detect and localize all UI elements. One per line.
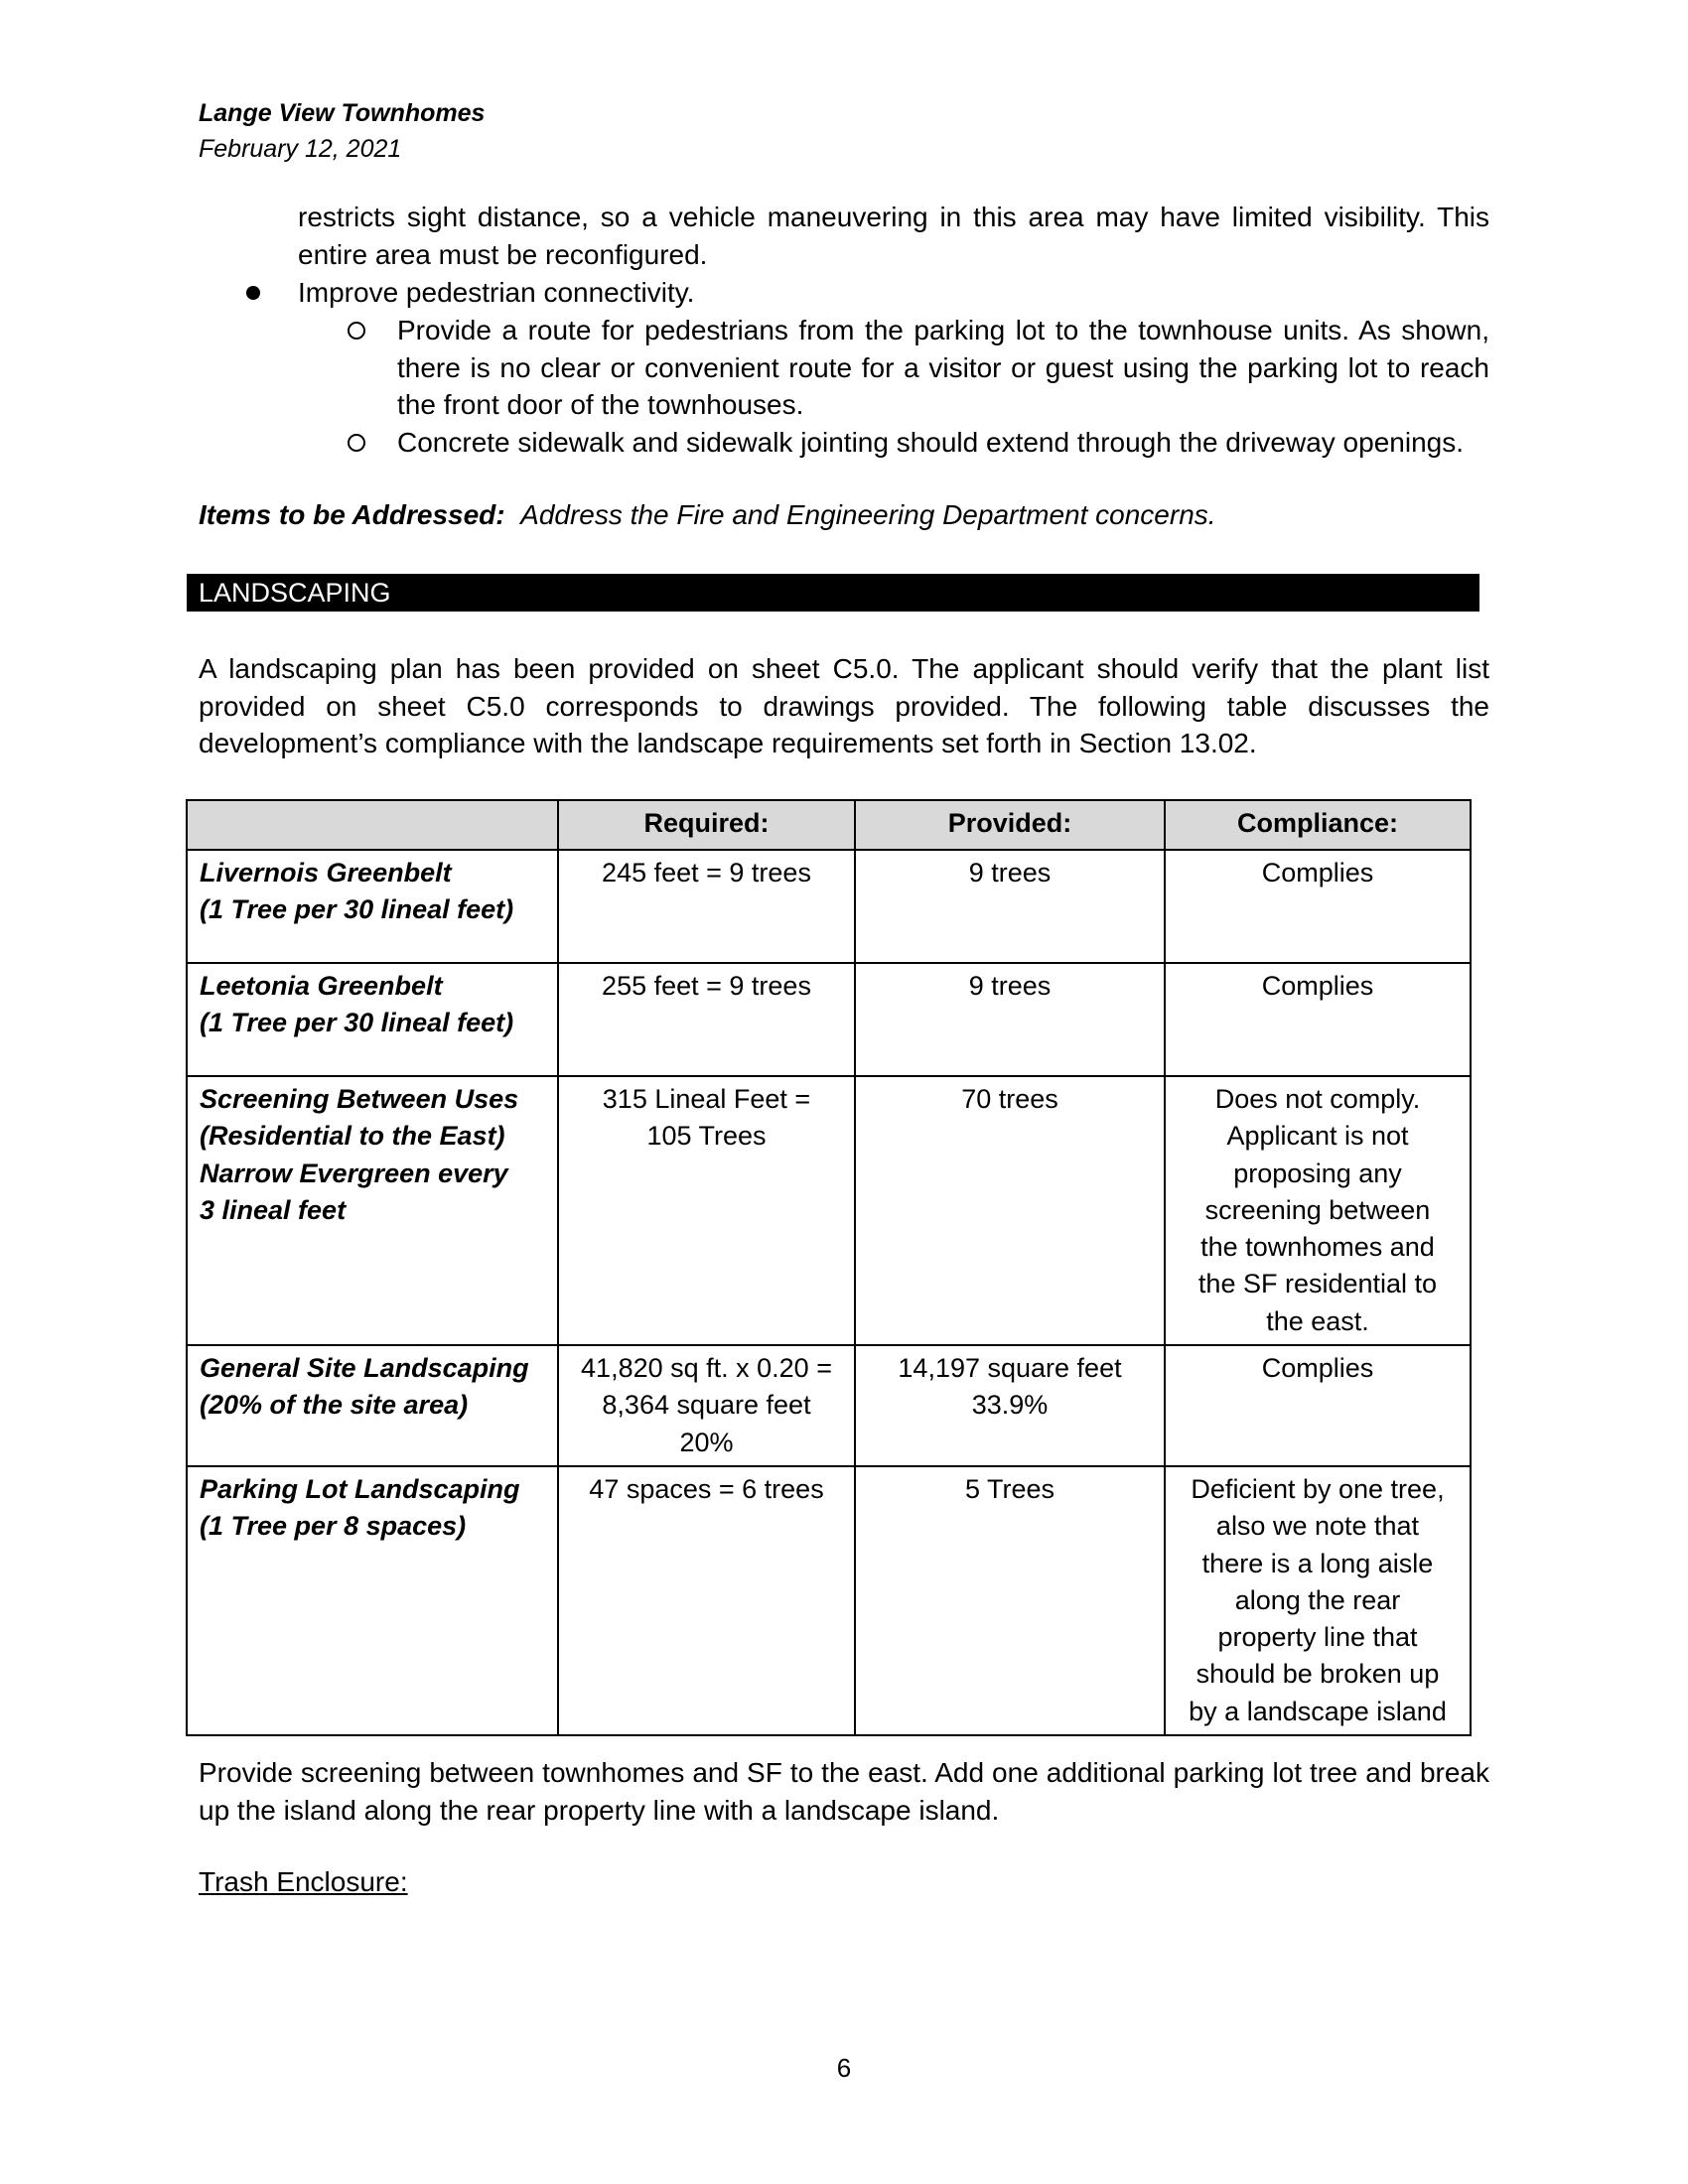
required-cell [558, 1345, 855, 1466]
cell-line: by a landscape island [1189, 1696, 1447, 1726]
requirement-cell [187, 1076, 558, 1345]
cell-line: Leetonia Greenbelt [200, 971, 443, 1001]
cell-line: should be broken up [1196, 1659, 1440, 1690]
cell-line: Narrow Evergreen every [200, 1158, 508, 1188]
table-row [187, 1345, 1471, 1466]
items-text: Address the Fire and Engineering Department concerns. [520, 499, 1216, 530]
intro-paragraph: A landscaping plan has been provided on sheet C5.0. The applicant should verify that the plant list provided on sheet C5.0 corresponds to drawings provided. The following table discusses the development’s compliance with the landscape requirements set forth in Section 13.02. [199, 653, 1489, 758]
page-number: 6 [836, 2053, 852, 2083]
cell-line: 47 spaces = 6 trees [589, 1473, 824, 1504]
provided-cell [855, 1345, 1165, 1466]
header-cell: Compliance: [1165, 800, 1471, 850]
cell-line: Livernois Greenbelt [200, 858, 452, 887]
requirement-cell [187, 963, 558, 1076]
header-cell: Provided: [855, 800, 1165, 850]
required-cell [558, 1466, 855, 1735]
compliance-cell [1165, 1076, 1471, 1345]
trash-enclosure-heading: Trash Enclosure: [199, 1866, 408, 1897]
closing-paragraph: Provide screening between townhomes and SF to the east. Add one additional parking lot tree and break up the island along the rear property line with a landscape island. [199, 1757, 1489, 1826]
cell-line: 315 Lineal Feet = [602, 1084, 811, 1114]
cell-line: Complies [1261, 971, 1374, 1001]
bullet-icon [246, 286, 260, 300]
items-label: Items to be Addressed: [199, 499, 505, 530]
required-cell [558, 1076, 855, 1345]
cell-line: 255 feet = 9 trees [602, 971, 811, 1001]
cell-line: Deficient by one tree, [1191, 1473, 1445, 1504]
landscape-compliance-table [186, 799, 1472, 1736]
items-to-be-addressed [199, 499, 1216, 531]
table-row [187, 963, 1471, 1076]
sub-bullet-circle-icon [348, 434, 365, 452]
cell-line: 5 Trees [964, 1473, 1055, 1504]
continued-paragraph: restricts sight distance, so a vehicle maneuvering in this area may have limited visibility. This entire area must be reconfigured. [298, 202, 1489, 270]
section-heading-landscaping: LANDSCAPING [187, 574, 1479, 612]
header-title: Lange View Townhomes [199, 99, 486, 127]
cell-line: the east. [1266, 1305, 1369, 1336]
cell-line: 70 trees [961, 1084, 1058, 1114]
sub-bullet-circle-icon [348, 322, 365, 340]
cell-line: (Residential to the East) [200, 1121, 505, 1152]
requirement-cell [187, 1466, 558, 1735]
cell-line: the SF residential to [1197, 1269, 1438, 1299]
cell-line: (20% of the site area) [200, 1390, 469, 1421]
cell-line: 14,197 square feet [898, 1353, 1122, 1384]
cell-line: 20% [679, 1427, 734, 1457]
cell-line: 105 Trees [646, 1121, 767, 1152]
cell-line: property line that [1217, 1622, 1418, 1653]
bullet-item: Improve pedestrian connectivity. [298, 277, 695, 308]
cell-line: Parking Lot Landscaping [200, 1473, 520, 1504]
required-cell [558, 963, 855, 1076]
cell-line: 9 trees [968, 858, 1052, 887]
cell-line: screening between [1204, 1194, 1431, 1225]
header-cell: Required: [558, 800, 855, 850]
cell-line: the townhomes and [1200, 1232, 1435, 1263]
required-cell [558, 850, 855, 963]
sub-bullet-item: Concrete sidewalk and sidewalk jointing should extend through the driveway openings. [397, 427, 1464, 458]
requirement-cell [187, 1345, 558, 1466]
cell-line: 8,364 square feet [602, 1390, 811, 1421]
cell-line: General Site Landscaping [200, 1353, 529, 1384]
cell-line: Does not comply. [1214, 1084, 1421, 1114]
cell-line: 9 trees [968, 971, 1052, 1001]
cell-line: proposing any [1233, 1158, 1402, 1188]
provided-cell [855, 850, 1165, 963]
header-cell [187, 800, 558, 850]
cell-line: there is a long aisle [1201, 1548, 1434, 1578]
table-row [187, 850, 1471, 963]
cell-line: (1 Tree per 30 lineal feet) [200, 894, 514, 925]
requirement-cell [187, 850, 558, 963]
cell-line: Applicant is not [1226, 1121, 1409, 1152]
cell-line: 33.9% [971, 1390, 1049, 1421]
cell-line: Screening Between Uses [200, 1084, 519, 1114]
table-row [187, 1466, 1471, 1735]
cell-line: 41,820 sq ft. x 0.20 = [581, 1353, 832, 1384]
cell-line: Complies [1261, 1353, 1374, 1384]
compliance-cell [1165, 963, 1471, 1076]
compliance-cell [1165, 1345, 1471, 1466]
compliance-cell [1165, 1466, 1471, 1735]
cell-line: 245 feet = 9 trees [602, 858, 811, 887]
provided-cell [855, 1076, 1165, 1345]
cell-line: (1 Tree per 8 spaces) [200, 1511, 467, 1542]
header-date: February 12, 2021 [199, 135, 402, 163]
cell-line: 3 lineal feet [200, 1194, 347, 1225]
provided-cell [855, 963, 1165, 1076]
cell-line: Complies [1261, 858, 1374, 887]
cell-line: also we note that [1215, 1511, 1420, 1542]
table-row [187, 1076, 1471, 1345]
compliance-cell [1165, 850, 1471, 963]
cell-line: along the rear [1234, 1584, 1401, 1615]
table-header-row [187, 800, 1471, 850]
cell-line: (1 Tree per 30 lineal feet) [200, 1008, 514, 1038]
sub-bullet-item: Provide a route for pedestrians from the parking lot to the townhouse units. As shown, there is no clear or convenient route for a visitor or guest using the parking lot to reach the front door of the townhouses. [397, 315, 1489, 420]
provided-cell [855, 1466, 1165, 1735]
